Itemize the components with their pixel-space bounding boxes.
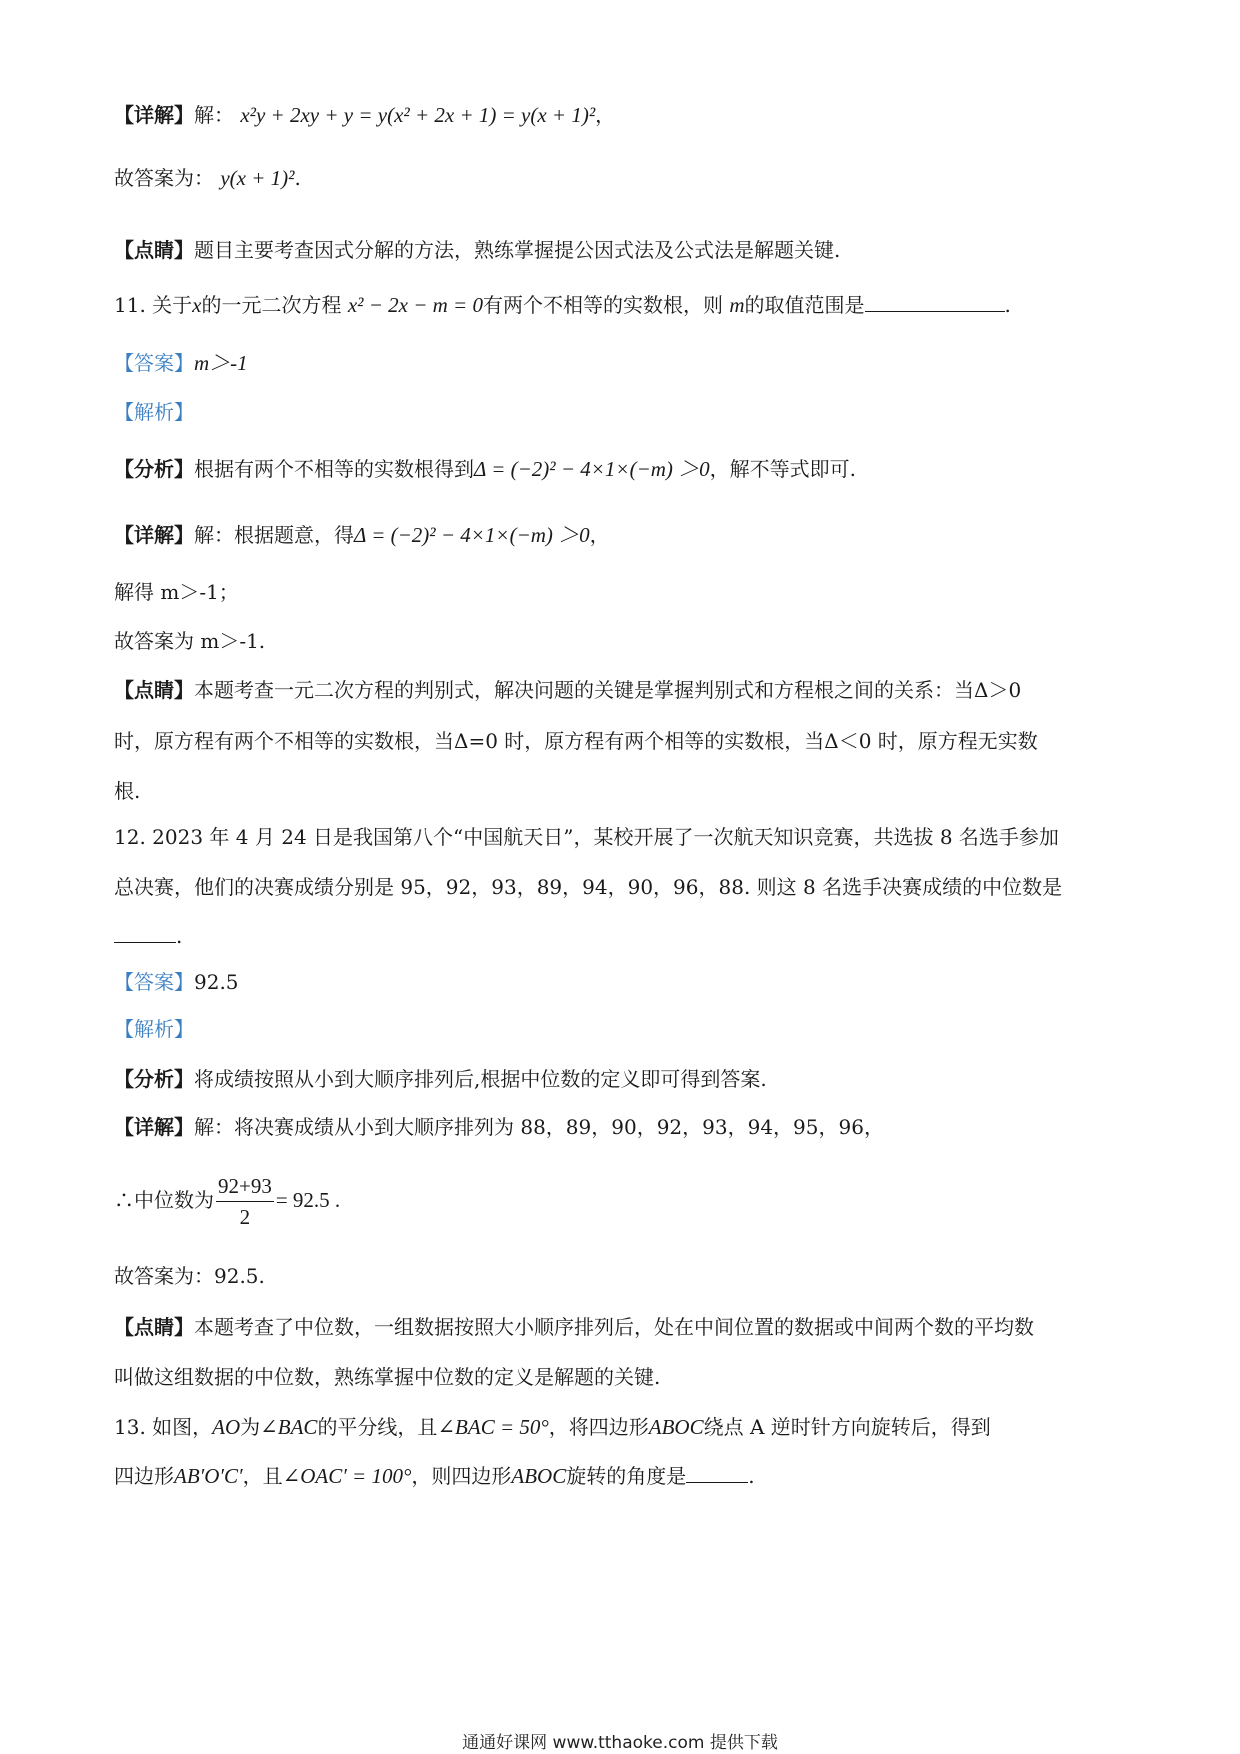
q10-detail-line xyxy=(114,101,615,129)
stem-math: ABOC xyxy=(648,1415,704,1439)
stem-text: ，且 xyxy=(242,1464,283,1488)
stem-end: . xyxy=(1004,293,1011,317)
detail-prefix: 解： xyxy=(194,103,234,127)
stem-text: 13. 如图， xyxy=(114,1415,213,1439)
detail-text: 解：根据题意，得 xyxy=(194,523,354,547)
q12-analysis-line xyxy=(114,1065,767,1093)
median-result: = 92.5 . xyxy=(275,1188,341,1212)
fraction-numerator: 92+93 xyxy=(216,1171,274,1202)
analysis-tag: 【解析】 xyxy=(114,400,194,424)
q11-comment-line-2: 时，原方程有两个不相等的实数根，当Δ=0 时，原方程有两个相等的实数根，当Δ＜0 时，原方程无实数 xyxy=(114,729,1038,753)
detail-end: ， xyxy=(589,523,610,547)
answer-prefix: 故答案为： xyxy=(114,166,214,190)
q12-stem-blank-line xyxy=(114,922,182,950)
comment-text: 题目主要考查因式分解的方法，熟练掌握提公因式法及公式法是解题关键. xyxy=(194,238,841,262)
stem-text: 的取值范围是 xyxy=(744,293,865,317)
stem-math: ∠BAC = 50° xyxy=(437,1415,549,1439)
q12-stem-line-1: 12. 2023 年 4 月 24 日是我国第八个“中国航天日”，某校开展了一次航天知识竞赛，共选拔 8 名选手参加 xyxy=(114,825,1059,849)
stem-math: AB′O′C′ xyxy=(174,1464,243,1488)
detail-tag: 【详解】 xyxy=(114,1115,194,1139)
q11-stem xyxy=(114,291,1011,319)
answer-value: m＞-1 xyxy=(194,351,248,375)
analysis-head-tag: 【分析】 xyxy=(114,457,194,481)
stem-text: 旋转的角度是 xyxy=(566,1464,687,1488)
analysis-text: ，解不等式即可. xyxy=(709,457,857,481)
answer-blank xyxy=(865,293,1005,312)
q11-analysis-line xyxy=(114,455,856,483)
stem-text: 四边形 xyxy=(114,1464,174,1488)
q11-comment-line-1 xyxy=(114,676,1021,704)
stem-end: . xyxy=(748,1464,755,1488)
q10-answer-line xyxy=(114,164,301,192)
stem-text: ，则四边形 xyxy=(411,1464,512,1488)
comment-tag: 【点睛】 xyxy=(114,678,194,702)
analysis-head-tag: 【分析】 xyxy=(114,1067,194,1091)
detail-suffix: ， xyxy=(595,103,616,127)
stem-text: 绕点 A 逆时针方向旋转后，得到 xyxy=(703,1415,991,1439)
q12-answer-line: 故答案为：92.5. xyxy=(114,1264,265,1288)
page-footer: 通通好课网 www.tthaoke.com 提供下载 xyxy=(462,1733,778,1753)
stem-text: 的一元二次方程 xyxy=(201,293,342,317)
stem-text: 的平分线，且 xyxy=(317,1415,438,1439)
q11-step-2: 故答案为 m＞-1. xyxy=(114,629,266,653)
q11-detail-line xyxy=(114,521,610,549)
detail-text: 解：将决赛成绩从小到大顺序排列为 88，89，90，92，93，94，95，96， xyxy=(194,1115,884,1139)
analysis-tag: 【解析】 xyxy=(114,1017,194,1041)
question-number: 11. xyxy=(114,293,146,317)
median-fraction xyxy=(216,1171,274,1232)
comment-text: 本题考查了中位数，一组数据按照大小顺序排列后，处在中间位置的数据或中间两个数的平均数 xyxy=(194,1315,1034,1339)
answer-suffix: . xyxy=(294,166,301,190)
detail-math: x²y + 2xy + y = y(x² + 2x + 1) = y(x + 1)² xyxy=(240,103,596,127)
comment-text: 本题考查一元二次方程的判别式，解决问题的关键是掌握判别式和方程根之间的关系：当Δ＞0 xyxy=(194,678,1022,702)
stem-var: x xyxy=(192,293,202,317)
q12-answer xyxy=(114,968,239,996)
stem-equation: x² − 2x − m = 0 xyxy=(347,293,483,317)
stem-math: ABOC xyxy=(511,1464,567,1488)
comment-tag: 【点睛】 xyxy=(114,238,194,262)
answer-blank xyxy=(686,1464,748,1483)
answer-value: 92.5 xyxy=(194,970,239,994)
stem-end: . xyxy=(176,924,183,948)
q12-comment-line-2: 叫做这组数据的中位数，熟练掌握中位数的定义是解题的关键. xyxy=(114,1365,661,1389)
q11-answer xyxy=(114,349,248,377)
q12-analysis-tag-line xyxy=(114,1015,194,1043)
analysis-math: Δ = (−2)² − 4×1×(−m) ＞0 xyxy=(474,457,710,481)
answer-tag: 【答案】 xyxy=(114,351,194,375)
q12-detail-line xyxy=(114,1113,884,1141)
median-prefix: ∴中位数为 xyxy=(114,1188,214,1212)
detail-tag: 【详解】 xyxy=(114,103,194,127)
stem-text: 有两个不相等的实数根，则 xyxy=(482,293,723,317)
stem-var: m xyxy=(729,293,745,317)
stem-text: ，将四边形 xyxy=(548,1415,649,1439)
q11-comment-line-3: 根. xyxy=(114,779,141,803)
stem-text: 关于 xyxy=(152,293,193,317)
answer-blank xyxy=(114,924,176,943)
comment-tag: 【点睛】 xyxy=(114,1315,194,1339)
q10-comment-line xyxy=(114,236,840,264)
q12-comment-line-1 xyxy=(114,1313,1034,1341)
q11-analysis-tag-line xyxy=(114,398,194,426)
q13-stem-line-1 xyxy=(114,1413,991,1441)
stem-math: ∠OAC′ = 100° xyxy=(282,1464,412,1488)
stem-math: AO xyxy=(212,1415,241,1439)
detail-math: Δ = (−2)² − 4×1×(−m) ＞0 xyxy=(354,523,590,547)
fraction-denominator: 2 xyxy=(239,1205,251,1229)
analysis-text: 根据有两个不相等的实数根得到 xyxy=(194,457,474,481)
q11-step-1: 解得 m＞-1； xyxy=(114,580,239,604)
stem-math: ∠BAC xyxy=(260,1415,318,1439)
q12-stem-line-2: 总决赛，他们的决赛成绩分别是 95，92，93，89，94，90，96，88. 则这 8 名选手决赛成绩的中位数是 xyxy=(114,875,1063,899)
stem-text: 为 xyxy=(240,1415,261,1439)
q13-stem-line-2 xyxy=(114,1462,755,1490)
detail-tag: 【详解】 xyxy=(114,523,194,547)
analysis-text: 将成绩按照从小到大顺序排列后,根据中位数的定义即可得到答案. xyxy=(194,1067,767,1091)
answer-math: y(x + 1)² xyxy=(220,166,295,190)
q12-median-line xyxy=(114,1168,340,1232)
answer-tag: 【答案】 xyxy=(114,970,194,994)
